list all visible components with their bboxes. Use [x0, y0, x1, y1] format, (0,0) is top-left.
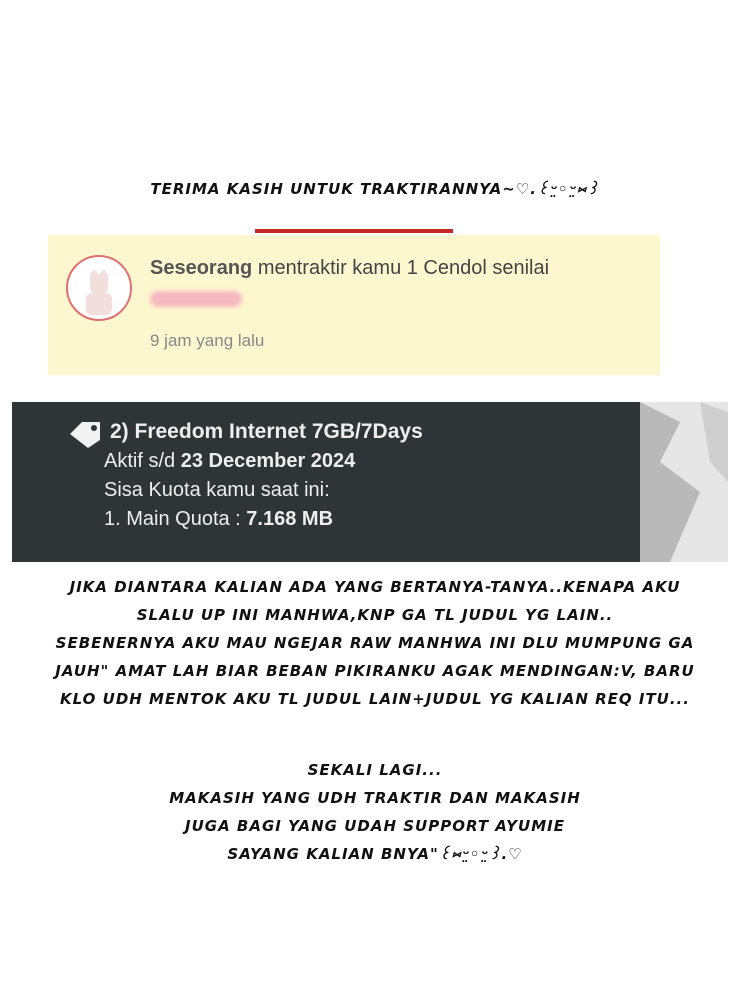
thanks-heading: TERIMA KASIH UNTUK TRAKTIRANNYA~♡.꒰ᵕ̤◦ᵕ̤⑅꒱ [150, 180, 600, 198]
quota-content [70, 420, 423, 531]
quota-main-label: 1. Main Quota : [104, 508, 247, 530]
quota-active-date: 23 December 2024 [180, 450, 356, 472]
user-icon [68, 257, 130, 319]
notification-accent-bar [255, 229, 453, 233]
quota-main-line [104, 508, 423, 531]
text-line: SEKALI LAGI... [307, 761, 443, 779]
text-line: JIKA DIANTARA KALIAN ADA YANG BERTANYA-TANYA..KENAPA AKU [69, 578, 681, 596]
notification-message: mentraktir kamu 1 Cendol senilai [252, 257, 550, 279]
quota-panel [12, 402, 728, 562]
notification-text [150, 257, 549, 280]
notification-card [48, 235, 660, 375]
notification-time: 9 jam yang lalu [150, 331, 265, 350]
text-line: KLO UDH MENTOK AKU TL JUDUL LAIN+JUDUL YG KALIAN REQ ITU... [60, 690, 690, 708]
quota-title: 2) Freedom Internet 7GB/7Days [110, 420, 423, 443]
quota-active-label: Aktif s/d [104, 450, 181, 472]
quota-remaining-label: Sisa Kuota kamu saat ini: [104, 479, 330, 501]
text-line: SEBENERNYA AKU MAU NGEJAR RAW MANHWA INI DLU MUMPUNG GA [55, 634, 695, 652]
text-line: JAUH" AMAT LAH BIAR BEBAN PIKIRANKU AGAK MENDINGAN:V, BARU [55, 662, 695, 680]
quota-background-art [640, 402, 728, 562]
quota-active-line [104, 450, 423, 473]
text-line: SAYANG KALIAN BNYA"꒰⑅ᵕ̤◦ᵕ̤꒱.♡ [227, 845, 523, 863]
quota-main-value: 7.168 MB [246, 508, 334, 530]
blurred-amount [150, 291, 242, 307]
notification-sender: Seseorang [150, 257, 253, 279]
closing-paragraph [0, 756, 750, 868]
text-line: SLALU UP INI MANHWA,KNP GA TL JUDUL YG LAIN.. [136, 606, 614, 624]
avatar [66, 255, 132, 321]
text-line: MAKASIH YANG UDH TRAKTIR DAN MAKASIH [169, 789, 581, 807]
text-line: JUGA BAGI YANG UDAH SUPPORT AYUMIE [185, 817, 565, 835]
explanation-paragraph [0, 573, 750, 713]
